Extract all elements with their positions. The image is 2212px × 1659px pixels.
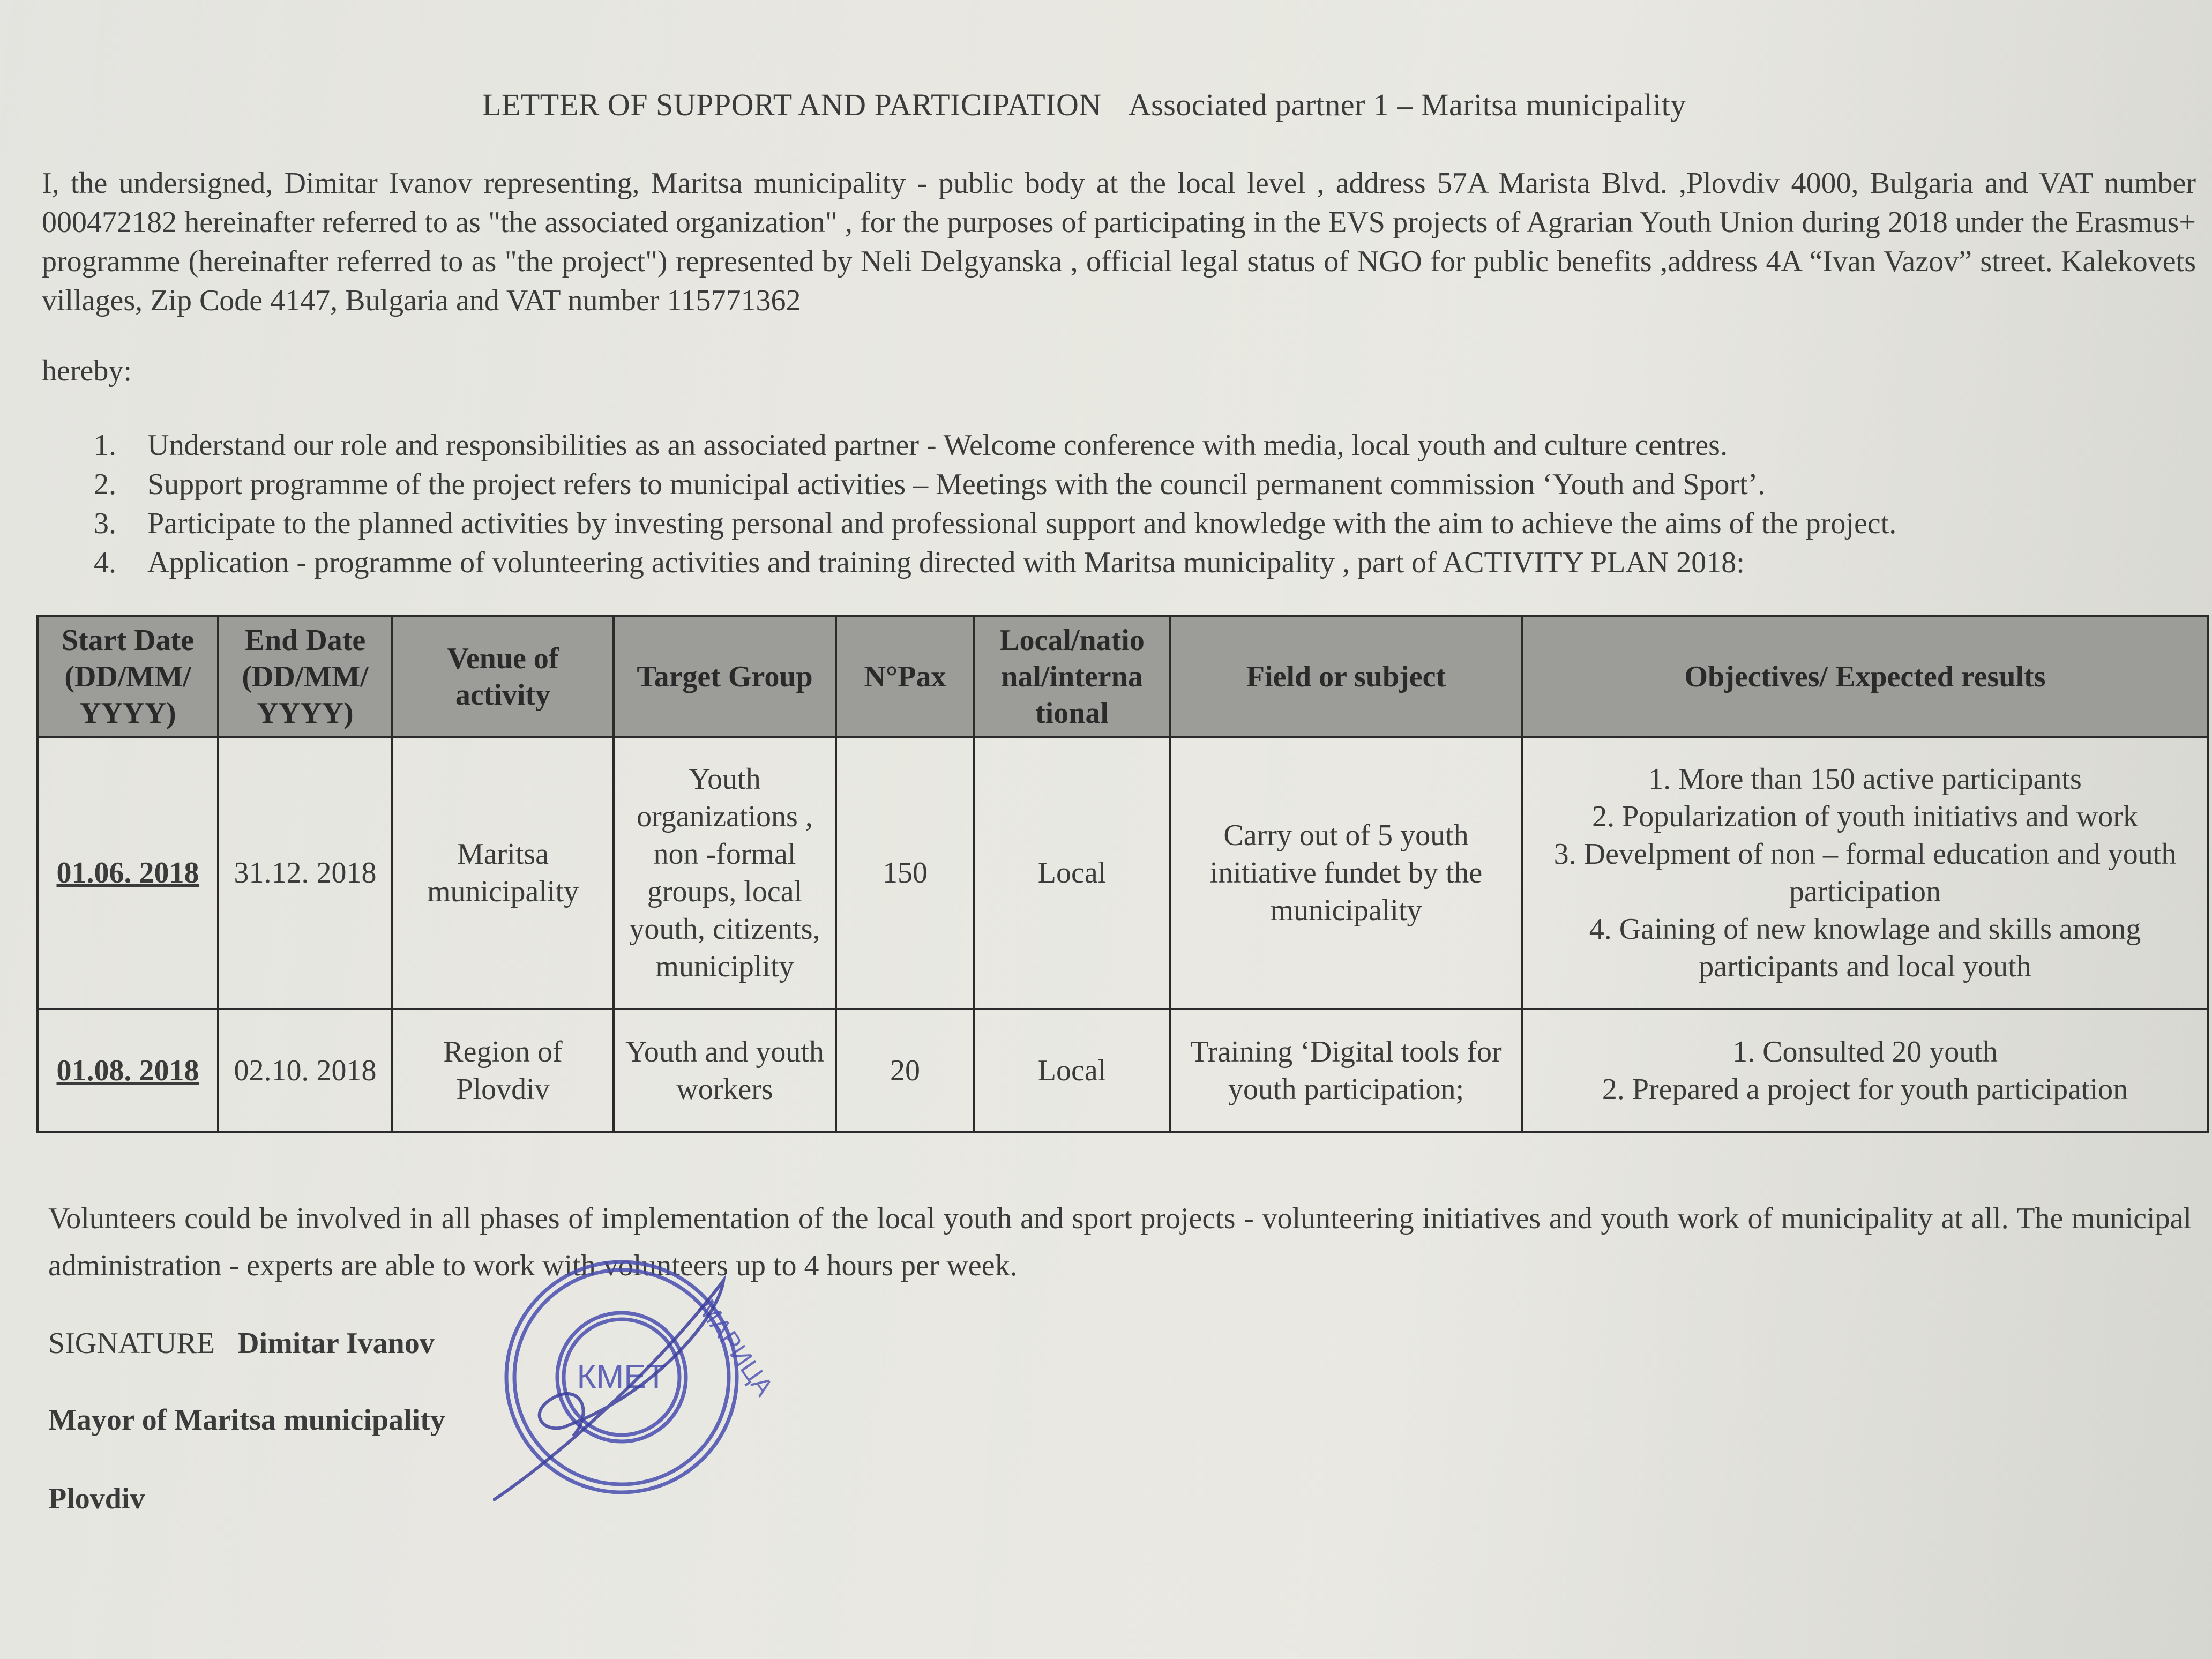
list-item: 4. Application - programme of volunteering activities and training directed with Maritsa municipality , part of ACTIVITY PLAN 2018: bbox=[94, 546, 1745, 579]
signatory-role: Mayor of Maritsa municipality bbox=[48, 1403, 445, 1437]
volunteers-paragraph: Volunteers could be involved in all phases of implementation of the local youth and sport projects - volunteering initiatives and youth work of municipality at all. The municipal administration - experts are able to work with volunteers up to 4 hours per week. bbox=[48, 1202, 2192, 1282]
cell-field: Carry out of 5 youth initiative fundet by the municipality bbox=[1170, 737, 1522, 1009]
header-objectives: Objectives/ Expected results bbox=[1522, 616, 2208, 737]
table-row bbox=[38, 1009, 2208, 1132]
list-item: 3. Participate to the planned activities by investing personal and professional support and knowledge with the aim to achieve the aims of the project. bbox=[94, 507, 1897, 540]
intro-paragraph: I, the undersigned, Dimitar Ivanov representing, Maritsa municipality - public body at the local level , address 57A Marista Blvd. ,Plovdiv 4000, Bulgaria and VAT number 000472182 hereinafter referred to as "the associated organization" , for the purposes of participating in the EVS projects of Agrarian Youth Union during 2018 under the Erasmus+ programme (hereinafter referred to as "the project") represented by Neli Delgyanska , official legal status of NGO for public benefits ,address 4A “Ivan Vazov” street. Kalekovets villages, Zip Code 4147, Bulgaria and VAT number 115771362 bbox=[42, 167, 2196, 317]
commitments-list bbox=[94, 426, 2184, 582]
header-venue: Venue of activity bbox=[392, 616, 614, 737]
cell-target-group: Youth and youth workers bbox=[614, 1009, 836, 1132]
signatory-role-wrap bbox=[48, 1403, 445, 1437]
hereby-label: hereby: bbox=[42, 354, 132, 387]
list-item: 2. Support programme of the project refers to municipal activities – Meetings with the council permanent commission ‘Youth and Sport’. bbox=[94, 468, 1766, 501]
letter-title bbox=[482, 87, 2090, 123]
header-start-date: Start Date (DD/MM/ YYYY) bbox=[38, 616, 218, 737]
cell-venue: Maritsa municipality bbox=[392, 737, 614, 1009]
objective-item: 1. Consulted 20 youth bbox=[1732, 1035, 1998, 1068]
objective-item: 4. Gaining of new knowlage and skills among participants and local youth bbox=[1589, 913, 2141, 983]
objective-item: 3. Develpment of non – formal education and youth participation bbox=[1553, 838, 2177, 908]
cell-start-date: 01.06. 2018 bbox=[38, 737, 218, 1009]
cell-pax: 20 bbox=[836, 1009, 974, 1132]
cell-objectives bbox=[1522, 737, 2208, 1009]
signatory-city-wrap bbox=[48, 1482, 145, 1516]
cell-pax: 150 bbox=[836, 737, 974, 1009]
signature-label: SIGNATURE bbox=[48, 1327, 215, 1360]
table-row bbox=[38, 737, 2208, 1009]
objective-item: 2. Prepared a project for youth participation bbox=[1602, 1073, 2128, 1106]
official-stamp bbox=[493, 1232, 793, 1533]
header-field: Field or subject bbox=[1170, 616, 1522, 737]
title-partner: Associated partner 1 – Maritsa municipality bbox=[1128, 87, 1686, 122]
stamp-ring-text: МАРИЦА bbox=[691, 1294, 779, 1402]
cell-start-date: 01.08. 2018 bbox=[38, 1009, 218, 1132]
signatory-city: Plovdiv bbox=[48, 1482, 145, 1515]
list-item: 1. Understand our role and responsibilities as an associated partner - Welcome conference with media, local youth and culture centres. bbox=[94, 429, 1728, 462]
title-main: LETTER OF SUPPORT AND PARTICIPATION bbox=[482, 87, 1102, 122]
activity-plan-table bbox=[36, 615, 2209, 1133]
cell-end-date: 02.10. 2018 bbox=[218, 1009, 392, 1132]
cell-target-group: Youth organizations , non -formal groups, local youth, citizents, municiplity bbox=[614, 737, 836, 1009]
cell-end-date: 31.12. 2018 bbox=[218, 737, 392, 1009]
header-pax: N°Pax bbox=[836, 616, 974, 737]
header-target-group: Target Group bbox=[614, 616, 836, 737]
table-header-row bbox=[38, 616, 2208, 737]
objective-item: 1. More than 150 active participants bbox=[1648, 763, 2082, 796]
header-scope: Local/natio nal/interna tional bbox=[974, 616, 1170, 737]
cell-scope: Local bbox=[974, 1009, 1170, 1132]
cell-venue: Region of Plovdiv bbox=[392, 1009, 614, 1132]
cell-field: Training ‘Digital tools for youth participation; bbox=[1170, 1009, 1522, 1132]
signatory-name: Dimitar Ivanov bbox=[237, 1327, 435, 1360]
header-end-date: End Date (DD/MM/ YYYY) bbox=[218, 616, 392, 737]
cell-objectives bbox=[1522, 1009, 2208, 1132]
signature-line bbox=[48, 1326, 435, 1361]
objective-item: 2. Popularization of youth initiativs and work bbox=[1592, 800, 2138, 833]
stamp-center-text: КМЕТ bbox=[577, 1358, 667, 1395]
cell-scope: Local bbox=[974, 737, 1170, 1009]
